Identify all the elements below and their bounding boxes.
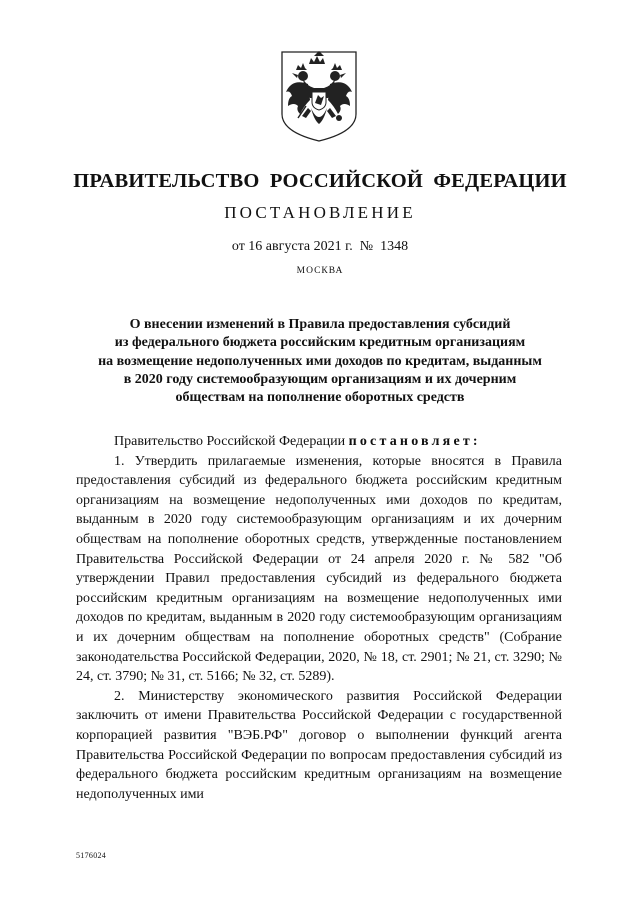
subject-line: из федерального бюджета российским кредитным организациям <box>114 335 526 351</box>
document-type: ПОСТАНОВЛЕНИЕ <box>224 203 416 222</box>
russian-coat-of-arms-icon <box>278 48 360 144</box>
resolves-word: постановляет: <box>348 434 481 449</box>
document-city: МОСКВА <box>296 266 344 276</box>
document-subject <box>90 316 550 407</box>
document-date-number: от 16 августа 2021 г. № 1348 <box>231 239 409 254</box>
resolution-intro <box>76 432 562 452</box>
subject-line: в 2020 году системообразующим организациям и их дочерним <box>123 371 517 387</box>
subject-line: обществам на пополнение оборотных средств <box>175 390 465 406</box>
subject-line: О внесении изменений в Правила предоставления субсидий <box>129 317 511 332</box>
intro-text: Правительство Российской Федерации <box>114 434 346 449</box>
paragraph-2: 2. Министерству экономического развития Российской Федерации заключить от имени Правительства Российской Федерации с государственной корпорацией развития "ВЭБ.РФ" договор о выполнении функций агента Правительства Российской Федерации по вопросам предоставления субсидий из федерального бюджета российским кредитным организациям на возмещение недополученных ими <box>76 688 562 802</box>
paragraph-1: 1. Утвердить прилагаемые изменения, которые вносятся в Правила предоставления субсидий из федерального бюджета российским кредитным организациям на возмещение недополученных ими доходов по кредитам, выданным в 2020 году системообразующим организациям и их дочерним обществам на пополнение оборотных средств, утвержденные постановлением Правительства Российской Федерации от 24 апреля 2020 г. № 582 "Об утверждении Правил предоставления субсидий из федерального бюджета российским кредитным организациям на возмещение недополученных ими доходов по кредитам, выданным в 2020 году системообразующим организациям и их дочерним обществам на пополнение оборотных средств" (Собрание законодательства Российской Федерации, 2020, № 18, ст. 2901; № 21, ст. 3290; № 24, ст. 3790; № 31, ст. 5166; № 32, ст. 5289). <box>76 453 562 685</box>
government-title: ПРАВИТЕЛЬСТВО РОССИЙСКОЙ ФЕДЕРАЦИИ <box>73 170 567 192</box>
subject-line: на возмещение недополученных ими доходов по кредитам, выданным <box>98 353 542 369</box>
document-code: 5176024 <box>76 851 107 860</box>
document-body <box>76 432 562 804</box>
